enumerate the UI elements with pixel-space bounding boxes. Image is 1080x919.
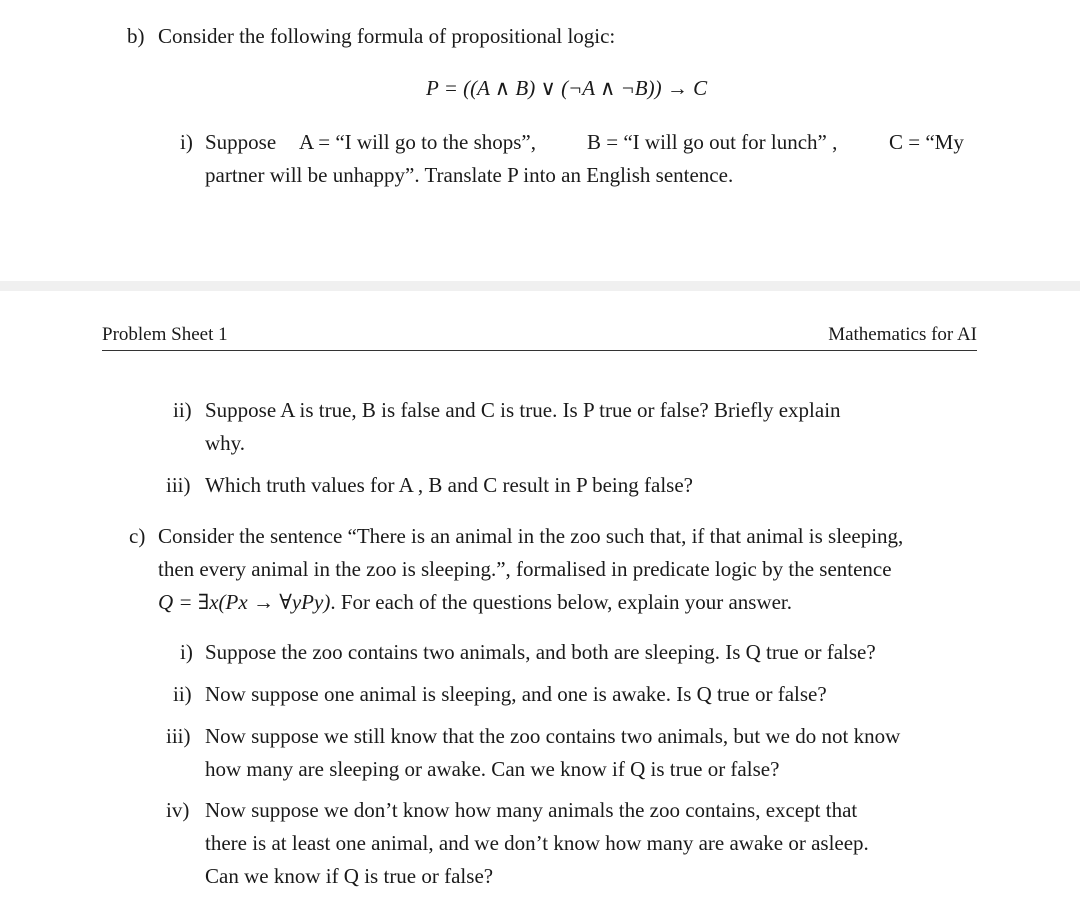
c-iii-line2: how many are sleeping or awake. Can we know if Q is true or false? bbox=[205, 757, 780, 781]
b-i-eq-b: B = “I will go out for lunch” , bbox=[587, 130, 838, 154]
formula-p: P = ((A ∧ B) ∨ (¬A ∧ ¬B)) → C bbox=[426, 76, 708, 100]
c-line1: Consider the sentence “There is an animal in the zoo such that, if that animal is sleeping, bbox=[158, 524, 904, 548]
b-ii-label: ii) bbox=[173, 398, 192, 422]
c-i-label: i) bbox=[180, 640, 193, 664]
header-right: Mathematics for AI bbox=[828, 324, 977, 345]
b-ii-line1: Suppose A is true, B is false and C is true. Is P true or false? Briefly explain bbox=[205, 398, 841, 422]
b-iii-line1: Which truth values for A , B and C result in P being false? bbox=[205, 473, 693, 497]
part-c-label: c) bbox=[129, 524, 146, 548]
part-b-label: b) bbox=[127, 24, 145, 48]
b-i-line1-pre: Suppose bbox=[205, 130, 277, 154]
c-iii-line1: Now suppose we still know that the zoo contains two animals, but we do not know bbox=[205, 724, 901, 748]
b-i-eq-a: A = “I will go to the shops”, bbox=[299, 130, 536, 154]
c-iv-label: iv) bbox=[166, 798, 190, 822]
formula-q: Q = ∃x(Px → ∀yPy) bbox=[158, 590, 331, 614]
b-i-eq-c: C = “My bbox=[889, 130, 964, 154]
b-ii-line2: why. bbox=[205, 431, 246, 455]
page-break bbox=[0, 281, 1080, 291]
c-ii-label: ii) bbox=[173, 682, 192, 706]
b-i-label: i) bbox=[180, 130, 193, 154]
c-i-line1: Suppose the zoo contains two animals, and both are sleeping. Is Q true or false? bbox=[205, 640, 876, 664]
c-iii-label: iii) bbox=[166, 724, 191, 748]
c-iv-line1: Now suppose we don’t know how many animals the zoo contains, except that bbox=[205, 798, 858, 822]
b-i-line2: partner will be unhappy”. Translate P into an English sentence. bbox=[205, 163, 734, 187]
c-iv-line2: there is at least one animal, and we don’t know how many are awake or asleep. bbox=[205, 831, 869, 855]
c-line3 bbox=[158, 590, 792, 615]
c-ii-line1: Now suppose one animal is sleeping, and one is awake. Is Q true or false? bbox=[205, 682, 827, 706]
c-line3-text: . For each of the questions below, explain your answer. bbox=[330, 590, 793, 614]
b-iii-label: iii) bbox=[166, 473, 191, 497]
c-iv-line3: Can we know if Q is true or false? bbox=[205, 864, 494, 888]
header-left: Problem Sheet 1 bbox=[102, 324, 228, 345]
part-b-intro: Consider the following formula of propositional logic: bbox=[158, 24, 616, 48]
header-rule bbox=[102, 350, 977, 351]
c-line2: then every animal in the zoo is sleeping.”, formalised in predicate logic by the sentence bbox=[158, 557, 892, 581]
